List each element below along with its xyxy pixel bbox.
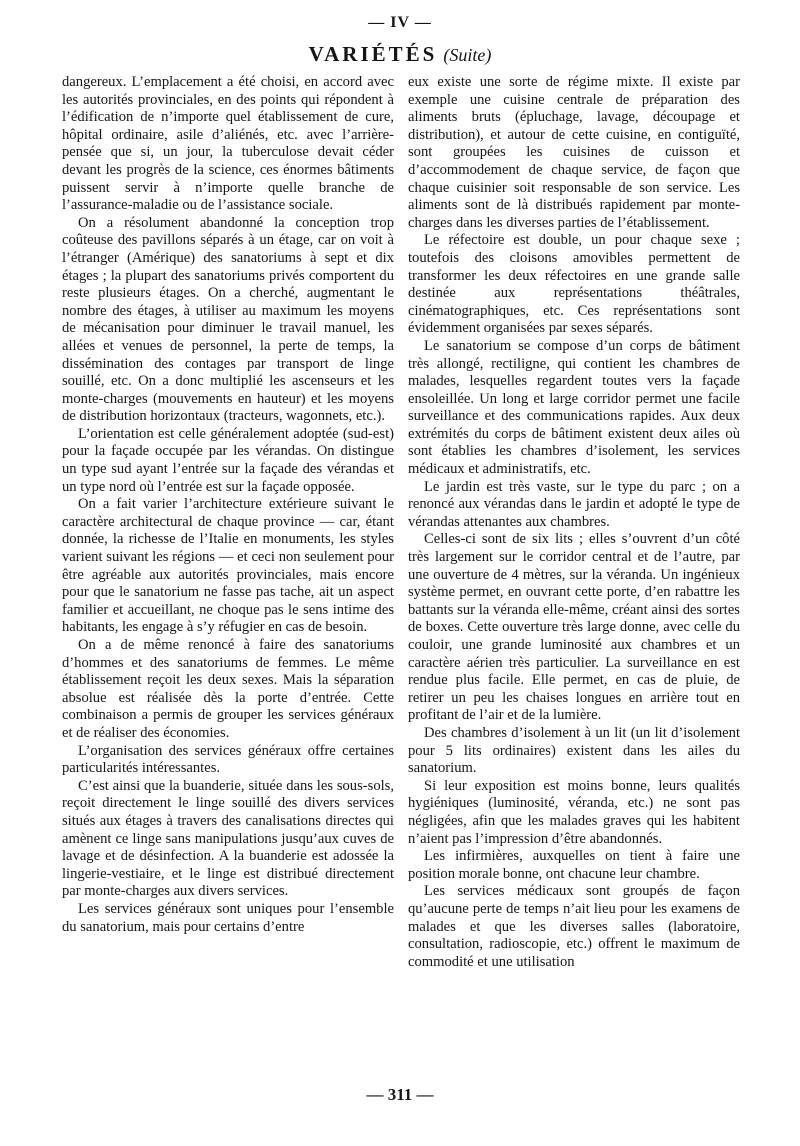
paragraph: eux existe une sorte de régime mixte. Il existe par exemple une cuisine centrale de préparation des aliments bruts (épluchage, lavage, découpage et distribution), et autour de cette cuisine, en contiguïté, sont groupées les cuisines de cuisson et d’accommodement de chaque service, de façon que chaque cuisinier soit responsable de son service. Les aliments sont de là distribués rapidement par monte-charges dans les diverses parties de l’établissement. <box>408 74 740 231</box>
paragraph: C’est ainsi que la buanderie, située dans les sous-sols, reçoit directement le linge souillé des divers services situés aux étages à travers des canalisations directes qui amènent ce linge sans manipulations jusqu’aux cuves de lavage et de désinfection. A la buanderie est adossée la lingerie-vestiaire, et le linge est distribué directement par monte-charges aux divers services. <box>62 777 394 900</box>
paragraph: Les infirmières, auxquelles on tient à faire une position morale bonne, ont chacune leur chambre. <box>408 848 740 882</box>
paragraph: Le jardin est très vaste, sur le type du parc ; on a renoncé aux vérandas dans le jardin et adopté le type de vérandas attenantes aux chambres. <box>408 478 740 530</box>
paragraph: Si leur exposition est moins bonne, leurs qualités hygiéniques (luminosité, véranda, etc.) ne sont pas négligées, afin que les malades graves qui les habitent n’aient pas l’impression d’être abandonnés. <box>408 777 740 847</box>
title-suite: (Suite) <box>443 45 492 65</box>
paragraph: L’orientation est celle généralement adoptée (sud-est) pour la façade occupée par les vérandas. On distingue un type sud ayant l’entrée sur la façade des vérandas et un type nord où l’entrée est sur la façade opposée. <box>62 425 394 495</box>
paragraph: dangereux. L’emplacement a été choisi, en accord avec les autorités provinciales, en des points qui répondent à l’édification de n’importe quel établissement de cure, hôpital ordinaire, asile d’aliénés, etc. avec l’arrière-pensée que si, un jour, la tuberculose devait céder devant les progrès de la science, ces énormes bâtiments puissent servir à n’importe quelle branche de l’assurance-maladie ou de l’assistance sociale. <box>62 74 394 214</box>
paragraph: L’organisation des services généraux offre certaines particularités intéressantes. <box>62 742 394 777</box>
page-title <box>0 44 800 65</box>
title-varietes: VARIÉTÉS <box>308 42 438 66</box>
paragraph: On a résolument abandonné la conception trop coûteuse des pavillons séparés à un étage, car on voit à l’étranger (Amérique) des sanatoriums à sept et dix étages ; la plupart des sanatoriums privés comportent du reste plusieurs étages. On a cherché, augmentant le nombre des étages, à utiliser au maximum les moyens de mécanisation pour diminuer le travail manuel, les allées et venues de personnel, la perte de temps, la dissémination des contages par transport de linge souillé, etc. On a donc multiplié les ascenseurs et les monte-charges (mouvements en hauteur) et les moyens de distribution horizontaux (tracteurs, wagonnets, etc.). <box>62 214 394 425</box>
paragraph: Les services généraux sont uniques pour l’ensemble du sanatorium, mais pour certains d’entre <box>62 900 394 935</box>
paragraph: Le sanatorium se compose d’un corps de bâtiment très allongé, rectiligne, qui contient les chambres de malades, lesquelles regardent toutes vers la façade ensoleillée. Un long et large corridor permet une facile surveillance et des communications rapides. Aux deux extrémités du corps de bâtiment existent deux ailes où sont établies les chambres d’isolement, les services médicaux et administratifs, etc. <box>408 337 740 478</box>
paragraph: Le réfectoire est double, un pour chaque sexe ; toutefois des cloisons amovibles permettent de transformer les deux réfectoires en une grande salle destinée aux représentations théâtrales, cinématographiques, etc. Ces représentations sont évidemment organisées par sexes séparés. <box>408 232 740 337</box>
section-roman-numeral: — IV — <box>368 14 432 31</box>
left-column <box>62 74 394 936</box>
paragraph: On a fait varier l’architecture extérieure suivant le caractère architectural de chaque province — car, étant donnée, la richesse de l’Italie en monuments, les styles varient suivant les régions — et ceci non seulement pour être agréable aux autorités provinciales, mais encore pour que le sanatorium ne fasse pas tache, ait un aspect familier et accueillant, ne choque pas le sens intime des habitants, les engage à s’y réfugier en cas de besoin. <box>62 496 394 636</box>
page-number: — 311 — <box>366 1085 434 1104</box>
paragraph: Celles-ci sont de six lits ; elles s’ouvrent d’un côté très largement sur le corridor central et de l’autre, par une ouverture de 4 mètres, sur la véranda. Un ingénieux système permet, en ouvrant cette porte, d’en rabattre les battants sur la véranda elle-même, créant ainsi des sortes de boxes. Cette ouverture très large donne, avec celle du couloir, une grande luminosité aux chambres et un caractère aérien très particulier. La surveillance en est rendue plus facile. Elle permet, en cas de pluie, de retirer un peu les chaises longues en arrière tout en profitant de l’air et de la lumière. <box>408 531 740 724</box>
paragraph: Les services médicaux sont groupés de façon qu’aucune perte de temps n’ait lieu pour les examens de malades et que les diverses salles (laboratoire, consultation, radioscopie, etc.) offrent le maximum de commodité et une utilisation <box>408 883 740 970</box>
paragraph: On a de même renoncé à faire des sanatoriums d’hommes et des sanatoriums de femmes. Le même établissement reçoit les deux sexes. Mais la séparation absolue est réalisée dès la porte d’entrée. Cette combinaison a permis de grouper les services généraux et de réaliser des économies. <box>62 637 394 741</box>
paragraph: Des chambres d’isolement à un lit (un lit d’isolement pour 5 lits ordinaires) existent dans les ailes du sanatorium. <box>408 724 740 777</box>
right-column <box>408 74 740 971</box>
